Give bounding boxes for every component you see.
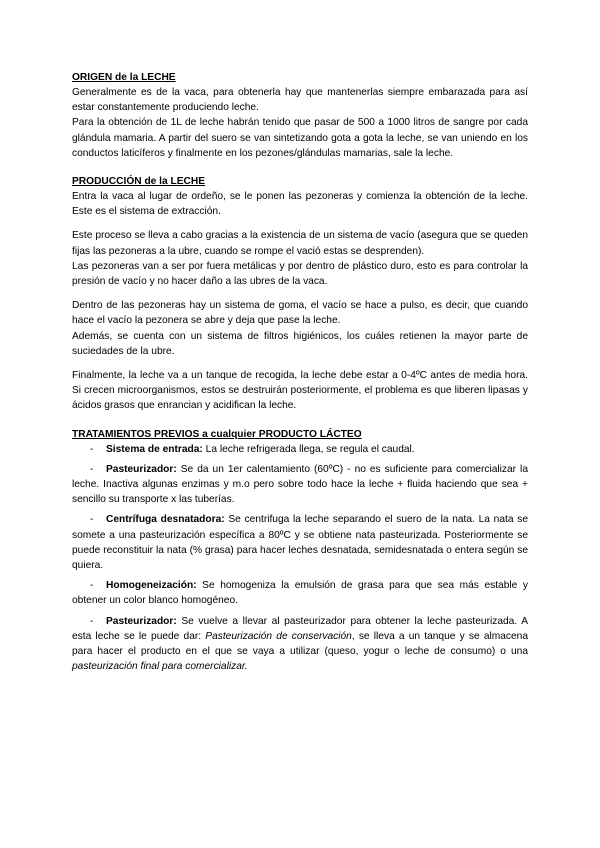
treatment-term: Sistema de entrada: bbox=[106, 443, 203, 455]
treatment-text: , se lleva a un tanque y se almacena para hacer el producto en el que se vaya a utilizar (queso, yogur o leche de consumo) o una bbox=[72, 630, 529, 658]
treatment-text: Se vuelve a llevar al pasteurizador para obtener la leche pasteurizada. A esta leche se le puede dar: bbox=[72, 615, 528, 642]
origen-paragraph-2: Para la obtención de 1L de leche habrán tenido que pasar de 500 a 1000 litros de sangre por cada glándula mamaria. A partir del suero se van sintetizando gota a gota la leche, se van uniendo en los conductos laticíferos y finalmente en los pezones/glándulas mamarias, sale la leche. bbox=[72, 117, 528, 159]
origen-paragraph-1: Generalmente es de la vaca, para obtenerla hay que mantenerlas siempre embarazada para así estar constantemente produciendo leche. bbox=[72, 87, 528, 114]
treatment-item-homogeneizacion bbox=[72, 578, 528, 608]
list-dash: - bbox=[90, 443, 94, 455]
list-dash: - bbox=[90, 514, 94, 526]
list-dash: - bbox=[90, 580, 94, 592]
treatment-text: Se da un 1er calentamiento (60ºC) - no es suficiente para comercializar la leche. Inactiva algunas enzimas y m.o pero sobre todo hace la leche + fluida haciendo que sea + sencillo su transporte x las tuberías. bbox=[72, 463, 528, 506]
produccion-paragraph-4: Dentro de las pezoneras hay un sistema de goma, el vacío se hace a pulso, es decir, que cuando hace el vacío la pezonera se abre y deja que pase la leche. bbox=[72, 300, 528, 327]
produccion-paragraph-5: Además, se cuenta con un sistema de filtros higiénicos, los cuáles retienen la mayor parte de suciedades de la ubre. bbox=[72, 330, 528, 357]
treatment-item-pasteurizador bbox=[72, 462, 528, 508]
document-page bbox=[72, 70, 528, 675]
treatment-text: La leche refrigerada llega, se regula el caudal. bbox=[202, 443, 415, 455]
list-dash: - bbox=[90, 463, 94, 475]
treatment-term: Pasteurizador: bbox=[106, 463, 177, 475]
produccion-paragraph-2: Este proceso se lleva a cabo gracias a la existencia de un sistema de vacío (asegura que se queden fijas las pezoneras a la ubre, cuando se rompe el vació estas se desprenden). bbox=[72, 230, 528, 257]
treatment-term: Centrífuga desnatadora: bbox=[106, 514, 225, 526]
treatment-text: Se centrifuga la leche separando el suero de la nata. La nata se somete a una pasteurización específica a 80ºC y se obtiene nata pasteurizada. Posteriormente se puede reconstituir la nata (% grasa) para hacer leches desnatada, semidesnatada o entera según se quiera. bbox=[72, 514, 528, 572]
treatment-item-centrifuga bbox=[72, 512, 528, 573]
tratamientos-heading: TRATAMIENTOS PREVIOS a cualquier PRODUCTO LÁCTEO bbox=[72, 428, 362, 440]
treatment-term: Homogeneización: bbox=[106, 580, 197, 592]
list-dash: - bbox=[90, 615, 94, 627]
treatment-text: Se homogeniza la emulsión de grasa para que sea más estable y obtener un color blanco homogéneo. bbox=[72, 580, 528, 607]
produccion-paragraph-3: Las pezoneras van a ser por fuera metálicas y por dentro de plástico duro, esto es para controlar la presión de vacío y no hacer daño a las ubres de la vaca. bbox=[72, 260, 528, 288]
treatment-emphasis: pasteurización final para comercializar. bbox=[72, 661, 248, 673]
produccion-paragraph-1: Entra la vaca al lugar de ordeño, se le ponen las pezoneras y comienza la obtención de la leche. Este es el sistema de extracción. bbox=[72, 191, 528, 218]
treatment-item-pasteurizador-final bbox=[72, 614, 528, 675]
produccion-heading: PRODUCCIÓN de la LECHE bbox=[72, 176, 206, 188]
treatment-emphasis: Pasteurización de conservación bbox=[205, 630, 352, 642]
treatment-item-sistema-entrada bbox=[72, 442, 528, 457]
treatment-term: Pasteurizador: bbox=[106, 615, 177, 627]
produccion-paragraph-6: Finalmente, la leche va a un tanque de recogida, la leche debe estar a 0-4ºC antes de media hora. Si crecen microorganismos, estos se destruirán posteriormente, el problema es que liberen lipasas y ácidos grasos que enrancian y acidifican la leche. bbox=[72, 370, 528, 412]
origen-heading: ORIGEN de la LECHE bbox=[72, 72, 176, 83]
